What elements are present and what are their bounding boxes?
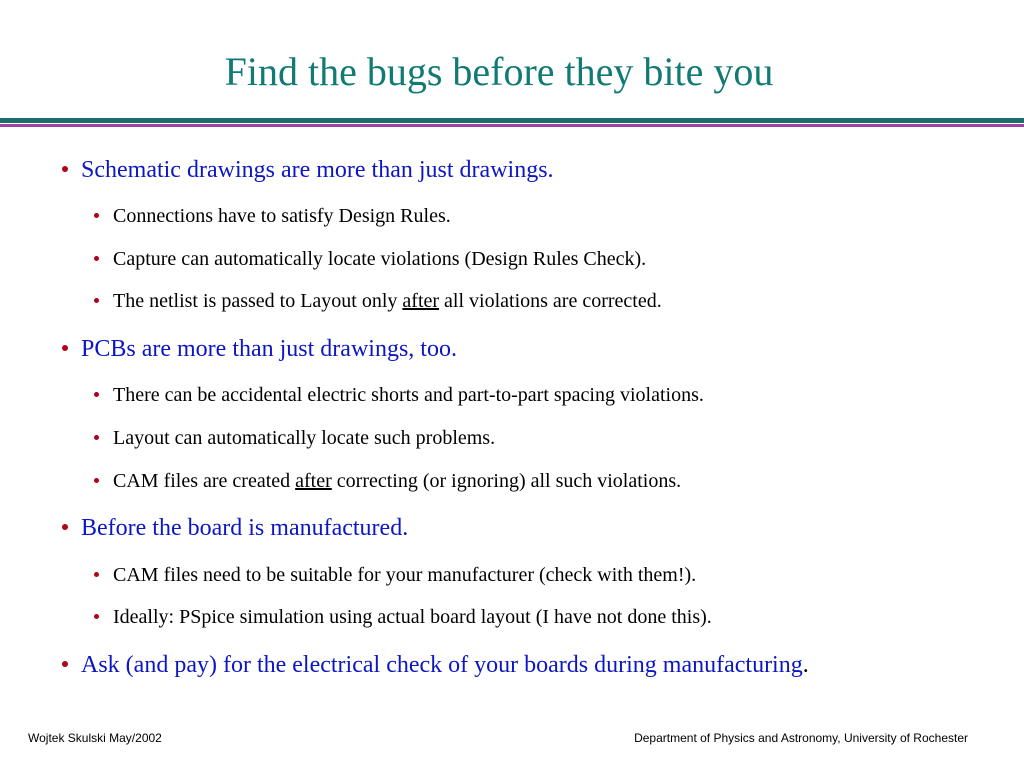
- bullet-dot-icon: [94, 256, 99, 261]
- bullet-dot-icon: [94, 614, 99, 619]
- bullet-dot-icon: [94, 298, 99, 303]
- sub-bullet-text: There can be accidental electric shorts and part-to-part spacing violations.: [113, 384, 704, 406]
- bullet-dot-icon: [62, 166, 68, 172]
- bullet-text: Schematic drawings are more than just drawings.: [81, 157, 554, 183]
- bullet-text: PCBs are more than just drawings, too.: [81, 336, 457, 362]
- sub-bullet: [94, 382, 704, 408]
- underlined-emphasis: after: [402, 290, 440, 312]
- sub-bullet-text: Ideally: PSpice simulation using actual board layout (I have not done this).: [113, 606, 712, 628]
- text-segment: correcting (or ignoring) all such violations.: [331, 470, 682, 492]
- sub-bullet-text: Layout can automatically locate such problems.: [113, 427, 496, 449]
- sub-bullet: [94, 288, 662, 314]
- underlined-emphasis: after: [295, 470, 332, 492]
- sub-bullet-text: Capture can automatically locate violations (Design Rules Check).: [113, 248, 647, 270]
- bullet-pcbs: [62, 334, 457, 364]
- sub-bullet: [94, 604, 712, 630]
- sub-bullet-text: CAM files need to be suitable for your manufacturer (check with them!).: [113, 564, 697, 586]
- bullet-electrical-check: [62, 650, 809, 680]
- bullet-before-manufacture: [62, 513, 408, 543]
- text-segment: The netlist is passed to Layout only: [113, 290, 403, 312]
- sub-bullet-text: [113, 290, 662, 312]
- bullet-text: [81, 652, 809, 678]
- bullet-text: Before the board is manufactured.: [81, 515, 409, 541]
- sub-bullet: [94, 562, 696, 588]
- text-segment: Ask (and pay) for the electrical check of your boards during manufacturing: [81, 652, 803, 678]
- footer-author-date: Wojtek Skulski May/2002: [28, 731, 162, 745]
- sub-bullet: [94, 203, 451, 229]
- sub-bullet: [94, 425, 495, 451]
- bullet-schematic: [62, 155, 554, 185]
- bullet-dot-icon: [94, 478, 99, 483]
- bullet-dot-icon: [62, 524, 68, 530]
- sub-bullet: [94, 468, 681, 494]
- sub-bullet-text: Connections have to satisfy Design Rules.: [113, 205, 451, 227]
- bullet-dot-icon: [62, 661, 68, 667]
- text-segment: CAM files are created: [113, 470, 296, 492]
- bullet-dot-icon: [94, 572, 99, 577]
- sub-bullet: [94, 246, 646, 272]
- trailing-period: .: [802, 652, 809, 678]
- bullet-dot-icon: [62, 345, 68, 351]
- bullet-dot-icon: [94, 392, 99, 397]
- bullet-dot-icon: [94, 435, 99, 440]
- slide-title: Find the bugs before they bite you: [224, 49, 774, 94]
- sub-bullet-text: [113, 470, 681, 492]
- text-segment: all violations are corrected.: [439, 290, 662, 312]
- footer-department: Department of Physics and Astronomy, University of Rochester: [634, 731, 968, 745]
- bullet-dot-icon: [94, 213, 99, 218]
